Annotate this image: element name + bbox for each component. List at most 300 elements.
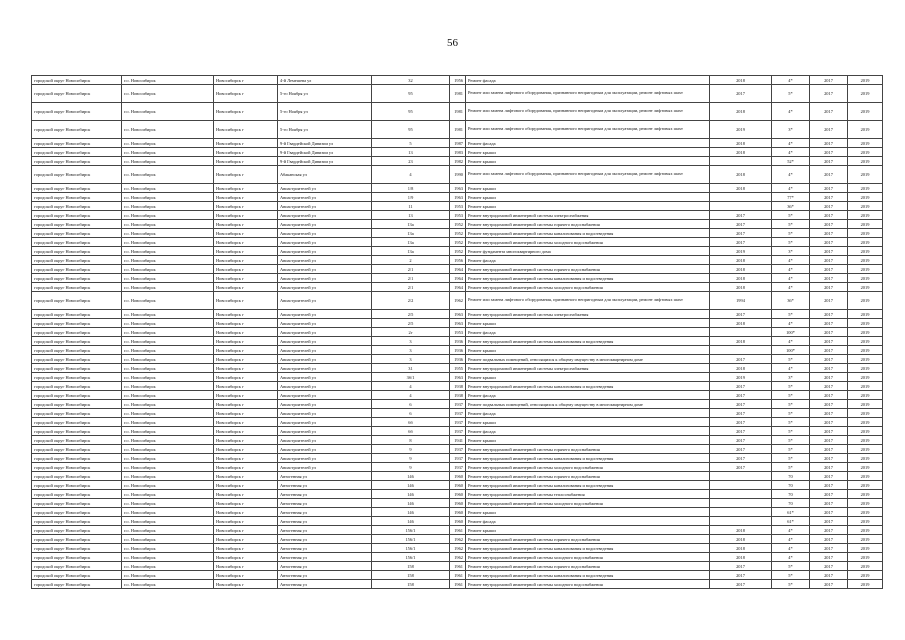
table-row: [32, 85, 883, 103]
table-row: [32, 571, 883, 580]
plan-start-cell: 2017: [810, 247, 848, 256]
house-number-cell: 9: [372, 445, 450, 454]
house-number-cell: 146: [372, 508, 450, 517]
settlement-cell: Новосибирск г: [214, 418, 278, 427]
municipality-cell: г.о. Новосибирск: [122, 481, 214, 490]
street-cell: Авиастроителей ул: [278, 382, 372, 391]
municipality-cell: г.о. Новосибирск: [122, 184, 214, 193]
municipal-district-cell: городской округ Новосибирск: [32, 337, 122, 346]
municipal-district-cell: городской округ Новосибирск: [32, 355, 122, 364]
plan-start-cell: 2017: [810, 571, 848, 580]
plan-end-cell: 2019: [848, 220, 883, 229]
build-year-cell: 1936: [450, 346, 466, 355]
street-cell: Авиастроителей ул: [278, 265, 372, 274]
plan-end-cell: 2019: [848, 85, 883, 103]
percent-cell: 4*: [772, 184, 810, 193]
percent-cell: 4*: [772, 319, 810, 328]
municipality-cell: г.о. Новосибирск: [122, 544, 214, 553]
municipal-district-cell: городской округ Новосибирск: [32, 436, 122, 445]
repair-year-cell: 2017: [710, 382, 772, 391]
municipal-district-cell: городской округ Новосибирск: [32, 544, 122, 553]
street-cell: Авиастроителей ул: [278, 247, 372, 256]
plan-end-cell: 2019: [848, 409, 883, 418]
street-cell: 5-го Ноября ул: [278, 103, 372, 121]
plan-end-cell: 2019: [848, 193, 883, 202]
street-cell: Автогенная ул: [278, 517, 372, 526]
build-year-cell: 1936: [450, 337, 466, 346]
house-number-cell: 4: [372, 391, 450, 400]
work-type-cell: Ремонт внутридомовой инженерной системы холодного водоснабжения: [466, 580, 710, 589]
settlement-cell: Новосибирск г: [214, 139, 278, 148]
municipality-cell: г.о. Новосибирск: [122, 508, 214, 517]
build-year-cell: 1962: [450, 535, 466, 544]
table-row: [32, 256, 883, 265]
plan-start-cell: 2017: [810, 400, 848, 409]
table-row: [32, 535, 883, 544]
plan-end-cell: 2019: [848, 265, 883, 274]
build-year-cell: 1938: [450, 391, 466, 400]
percent-cell: 70: [772, 472, 810, 481]
build-year-cell: 1955: [450, 364, 466, 373]
plan-end-cell: 2019: [848, 571, 883, 580]
table-row: [32, 355, 883, 364]
house-number-cell: 13а: [372, 229, 450, 238]
municipal-district-cell: городской округ Новосибирск: [32, 571, 122, 580]
plan-start-cell: 2017: [810, 490, 848, 499]
table-row: [32, 382, 883, 391]
repair-year-cell: 2018: [710, 553, 772, 562]
build-year-cell: 1964: [450, 283, 466, 292]
repair-year-cell: [710, 472, 772, 481]
house-number-cell: 2: [372, 256, 450, 265]
table-row: [32, 580, 883, 589]
percent-cell: 61*: [772, 517, 810, 526]
house-number-cell: 2/5: [372, 319, 450, 328]
plan-start-cell: 2017: [810, 445, 848, 454]
house-number-cell: 13а: [372, 238, 450, 247]
plan-start-cell: 2017: [810, 220, 848, 229]
page-number: 56: [447, 37, 458, 49]
plan-start-cell: 2017: [810, 544, 848, 553]
settlement-cell: Новосибирск г: [214, 382, 278, 391]
plan-end-cell: 2019: [848, 490, 883, 499]
work-type-cell: Ремонт фасада: [466, 139, 710, 148]
plan-start-cell: 2017: [810, 310, 848, 319]
table-row: [32, 472, 883, 481]
repair-year-cell: 2017: [710, 445, 772, 454]
house-number-cell: 4: [372, 166, 450, 184]
build-year-cell: 1982: [450, 157, 466, 166]
repair-year-cell: 2018: [710, 364, 772, 373]
table-row: [32, 202, 883, 211]
build-year-cell: 1963: [450, 319, 466, 328]
municipality-cell: г.о. Новосибирск: [122, 292, 214, 310]
street-cell: Авиастроителей ул: [278, 364, 372, 373]
municipality-cell: г.о. Новосибирск: [122, 436, 214, 445]
house-number-cell: 158: [372, 571, 450, 580]
municipality-cell: г.о. Новосибирск: [122, 229, 214, 238]
street-cell: Автогенная ул: [278, 535, 372, 544]
street-cell: 9-й Гвардейской Дивизии ул: [278, 157, 372, 166]
plan-end-cell: 2019: [848, 274, 883, 283]
percent-cell: 4*: [772, 139, 810, 148]
municipality-cell: г.о. Новосибирск: [122, 238, 214, 247]
municipality-cell: г.о. Новосибирск: [122, 472, 214, 481]
street-cell: 5-го Ноября ул: [278, 121, 372, 139]
plan-end-cell: 2019: [848, 499, 883, 508]
build-year-cell: 1937: [450, 418, 466, 427]
percent-cell: 5*: [772, 211, 810, 220]
work-type-cell: Ремонт внутридомовой инженерной системы канализования и водоотведения: [466, 481, 710, 490]
settlement-cell: Новосибирск г: [214, 535, 278, 544]
street-cell: Авиастроителей ул: [278, 373, 372, 382]
repair-year-cell: 2018: [710, 274, 772, 283]
house-number-cell: 3б/1: [372, 373, 450, 382]
work-type-cell: Ремонт крыши: [466, 193, 710, 202]
settlement-cell: Новосибирск г: [214, 553, 278, 562]
repair-year-cell: [710, 193, 772, 202]
table-row: [32, 238, 883, 247]
plan-end-cell: 2019: [848, 400, 883, 409]
work-type-cell: Ремонт внутридомовой инженерной системы канализования и водоотведения: [466, 571, 710, 580]
plan-start-cell: 2017: [810, 436, 848, 445]
municipality-cell: г.о. Новосибирск: [122, 202, 214, 211]
municipal-district-cell: городской округ Новосибирск: [32, 526, 122, 535]
table-row: [32, 220, 883, 229]
municipal-district-cell: городской округ Новосибирск: [32, 373, 122, 382]
municipal-district-cell: городской округ Новосибирск: [32, 391, 122, 400]
house-number-cell: 32: [372, 76, 450, 85]
house-number-cell: 2/5: [372, 310, 450, 319]
house-number-cell: 95: [372, 103, 450, 121]
percent-cell: 4*: [772, 148, 810, 157]
municipality-cell: г.о. Новосибирск: [122, 580, 214, 589]
percent-cell: 100*: [772, 346, 810, 355]
settlement-cell: Новосибирск г: [214, 274, 278, 283]
repair-year-cell: 2017: [710, 580, 772, 589]
repair-year-cell: 2019: [710, 247, 772, 256]
street-cell: 4-й Лемешева ул: [278, 76, 372, 85]
plan-start-cell: 2017: [810, 157, 848, 166]
percent-cell: 5*: [772, 463, 810, 472]
plan-end-cell: 2019: [848, 346, 883, 355]
house-number-cell: 146: [372, 490, 450, 499]
work-type-cell: Ремонт фасада: [466, 328, 710, 337]
settlement-cell: Новосибирск г: [214, 364, 278, 373]
plan-end-cell: 2019: [848, 508, 883, 517]
municipal-district-cell: городской округ Новосибирск: [32, 364, 122, 373]
municipality-cell: г.о. Новосибирск: [122, 382, 214, 391]
plan-end-cell: 2019: [848, 202, 883, 211]
settlement-cell: Новосибирск г: [214, 157, 278, 166]
plan-start-cell: 2017: [810, 202, 848, 211]
table-row: [32, 544, 883, 553]
municipal-district-cell: городской округ Новосибирск: [32, 202, 122, 211]
table-row: [32, 553, 883, 562]
municipal-district-cell: городской округ Новосибирск: [32, 580, 122, 589]
municipality-cell: г.о. Новосибирск: [122, 220, 214, 229]
plan-end-cell: 2019: [848, 337, 883, 346]
municipal-district-cell: городской округ Новосибирск: [32, 292, 122, 310]
build-year-cell: 1956: [450, 76, 466, 85]
municipal-district-cell: городской округ Новосибирск: [32, 256, 122, 265]
plan-start-cell: 2017: [810, 580, 848, 589]
house-number-cell: 95: [372, 121, 450, 139]
municipality-cell: г.о. Новосибирск: [122, 400, 214, 409]
work-type-cell: Ремонт внутридомовой инженерной системы горячего водоснабжения: [466, 562, 710, 571]
street-cell: Авиастроителей ул: [278, 337, 372, 346]
plan-start-cell: 2017: [810, 265, 848, 274]
settlement-cell: Новосибирск г: [214, 337, 278, 346]
plan-start-cell: 2017: [810, 211, 848, 220]
percent-cell: 5*: [772, 427, 810, 436]
percent-cell: 4*: [772, 274, 810, 283]
table-row: [32, 346, 883, 355]
plan-start-cell: 2017: [810, 517, 848, 526]
house-number-cell: 31: [372, 364, 450, 373]
municipal-district-cell: городской округ Новосибирск: [32, 427, 122, 436]
build-year-cell: 1961: [450, 580, 466, 589]
work-type-cell: Ремонт внутридомовой инженерной системы канализования и водоотведения: [466, 544, 710, 553]
percent-cell: 4*: [772, 283, 810, 292]
repair-year-cell: 2017: [710, 454, 772, 463]
plan-start-cell: 2017: [810, 454, 848, 463]
street-cell: Авиастроителей ул: [278, 328, 372, 337]
settlement-cell: Новосибирск г: [214, 319, 278, 328]
table-row: [32, 139, 883, 148]
build-year-cell: 1956: [450, 256, 466, 265]
municipal-district-cell: городской округ Новосибирск: [32, 409, 122, 418]
build-year-cell: 1941: [450, 436, 466, 445]
repair-year-cell: [710, 499, 772, 508]
plan-end-cell: 2019: [848, 238, 883, 247]
street-cell: Авиастроителей ул: [278, 220, 372, 229]
settlement-cell: Новосибирск г: [214, 121, 278, 139]
table-row: [32, 445, 883, 454]
municipal-district-cell: городской округ Новосибирск: [32, 193, 122, 202]
settlement-cell: Новосибирск г: [214, 481, 278, 490]
repair-year-cell: 2017: [710, 427, 772, 436]
plan-end-cell: 2019: [848, 328, 883, 337]
table-row: [32, 436, 883, 445]
street-cell: Авиастроителей ул: [278, 319, 372, 328]
street-cell: Авиастроителей ул: [278, 391, 372, 400]
municipality-cell: г.о. Новосибирск: [122, 193, 214, 202]
build-year-cell: 1937: [450, 445, 466, 454]
repair-year-cell: 2018: [710, 139, 772, 148]
settlement-cell: Новосибирск г: [214, 292, 278, 310]
table-row: [32, 490, 883, 499]
plan-end-cell: 2019: [848, 535, 883, 544]
plan-start-cell: 2017: [810, 148, 848, 157]
percent-cell: 5*: [772, 220, 810, 229]
municipality-cell: г.о. Новосибирск: [122, 571, 214, 580]
repair-year-cell: [710, 508, 772, 517]
build-year-cell: 1963: [450, 373, 466, 382]
work-type-cell: Ремонт или замена лифтового оборудования, признанного непригодным для эксплуатации, ремонт лифтовых шахт: [466, 85, 710, 103]
table-row: [32, 265, 883, 274]
table-row: [32, 517, 883, 526]
plan-start-cell: 2017: [810, 562, 848, 571]
build-year-cell: 1981: [450, 85, 466, 103]
municipality-cell: г.о. Новосибирск: [122, 490, 214, 499]
settlement-cell: Новосибирск г: [214, 499, 278, 508]
house-number-cell: 158: [372, 580, 450, 589]
house-number-cell: 8: [372, 436, 450, 445]
percent-cell: 5*: [772, 382, 810, 391]
plan-start-cell: 2017: [810, 139, 848, 148]
municipality-cell: г.о. Новосибирск: [122, 85, 214, 103]
municipality-cell: г.о. Новосибирск: [122, 265, 214, 274]
repair-year-cell: 2017: [710, 391, 772, 400]
municipal-district-cell: городской округ Новосибирск: [32, 382, 122, 391]
street-cell: Авиастроителей ул: [278, 445, 372, 454]
settlement-cell: Новосибирск г: [214, 346, 278, 355]
repair-year-cell: 2017: [710, 571, 772, 580]
settlement-cell: Новосибирск г: [214, 148, 278, 157]
settlement-cell: Новосибирск г: [214, 391, 278, 400]
house-number-cell: 146: [372, 481, 450, 490]
municipality-cell: г.о. Новосибирск: [122, 166, 214, 184]
house-number-cell: 2/2: [372, 292, 450, 310]
table-row: [32, 391, 883, 400]
municipal-district-cell: городской округ Новосибирск: [32, 499, 122, 508]
settlement-cell: Новосибирск г: [214, 355, 278, 364]
plan-start-cell: 2017: [810, 535, 848, 544]
street-cell: Авиастроителей ул: [278, 355, 372, 364]
repair-year-cell: 2018: [710, 337, 772, 346]
settlement-cell: Новосибирск г: [214, 328, 278, 337]
build-year-cell: 1937: [450, 400, 466, 409]
street-cell: 9-й Гвардейской Дивизии ул: [278, 139, 372, 148]
municipal-district-cell: городской округ Новосибирск: [32, 148, 122, 157]
table-row: [32, 121, 883, 139]
plan-end-cell: 2019: [848, 166, 883, 184]
municipal-district-cell: городской округ Новосибирск: [32, 490, 122, 499]
street-cell: Авиастроителей ул: [278, 229, 372, 238]
municipal-district-cell: городской округ Новосибирск: [32, 247, 122, 256]
table-row: [32, 292, 883, 310]
street-cell: Авиастроителей ул: [278, 238, 372, 247]
work-type-cell: Ремонт крыши: [466, 346, 710, 355]
build-year-cell: 1952: [450, 220, 466, 229]
build-year-cell: 1953: [450, 211, 466, 220]
settlement-cell: Новосибирск г: [214, 508, 278, 517]
work-type-cell: Ремонт крыши: [466, 418, 710, 427]
street-cell: Авиастроителей ул: [278, 202, 372, 211]
municipality-cell: г.о. Новосибирск: [122, 364, 214, 373]
repair-year-cell: 2018: [710, 535, 772, 544]
repair-year-cell: 2018: [710, 184, 772, 193]
work-type-cell: Ремонт подвальных помещений, относящихся к общему имуществу в многоквартирном доме: [466, 355, 710, 364]
house-number-cell: 2/1: [372, 265, 450, 274]
house-number-cell: 3: [372, 355, 450, 364]
plan-start-cell: 2017: [810, 391, 848, 400]
plan-end-cell: 2019: [848, 76, 883, 85]
repair-year-cell: 2017: [710, 355, 772, 364]
street-cell: Авиастроителей ул: [278, 463, 372, 472]
repair-year-cell: 2018: [710, 76, 772, 85]
plan-end-cell: 2019: [848, 310, 883, 319]
street-cell: Автогенная ул: [278, 481, 372, 490]
settlement-cell: Новосибирск г: [214, 247, 278, 256]
plan-start-cell: 2017: [810, 85, 848, 103]
work-type-cell: Ремонт внутридомовой инженерной системы электроснабжения: [466, 364, 710, 373]
house-number-cell: 146: [372, 472, 450, 481]
plan-end-cell: 2019: [848, 247, 883, 256]
municipal-district-cell: городской округ Новосибирск: [32, 319, 122, 328]
repair-year-cell: 2018: [710, 103, 772, 121]
repair-year-cell: [710, 481, 772, 490]
percent-cell: 5*: [772, 409, 810, 418]
percent-cell: 5*: [772, 85, 810, 103]
work-type-cell: Ремонт внутридомовой инженерной системы горячего водоснабжения: [466, 535, 710, 544]
percent-cell: 4*: [772, 535, 810, 544]
work-type-cell: Ремонт крыши: [466, 157, 710, 166]
municipality-cell: г.о. Новосибирск: [122, 427, 214, 436]
municipality-cell: г.о. Новосибирск: [122, 319, 214, 328]
plan-end-cell: 2019: [848, 184, 883, 193]
municipal-district-cell: городской округ Новосибирск: [32, 553, 122, 562]
build-year-cell: 1952: [450, 238, 466, 247]
table-row: [32, 481, 883, 490]
house-number-cell: 2/1: [372, 283, 450, 292]
municipality-cell: г.о. Новосибирск: [122, 247, 214, 256]
street-cell: Авиастроителей ул: [278, 193, 372, 202]
plan-end-cell: 2019: [848, 373, 883, 382]
work-type-cell: Ремонт внутридомовой инженерной системы электроснабжения: [466, 211, 710, 220]
plan-start-cell: 2017: [810, 499, 848, 508]
work-type-cell: Ремонт крыши: [466, 202, 710, 211]
percent-cell: 77*: [772, 193, 810, 202]
settlement-cell: Новосибирск г: [214, 544, 278, 553]
street-cell: Авиастроителей ул: [278, 436, 372, 445]
street-cell: Автогенная ул: [278, 526, 372, 535]
municipal-district-cell: городской округ Новосибирск: [32, 328, 122, 337]
table-row: [32, 310, 883, 319]
percent-cell: 5*: [772, 238, 810, 247]
table-row: [32, 247, 883, 256]
municipality-cell: г.о. Новосибирск: [122, 463, 214, 472]
plan-start-cell: 2017: [810, 292, 848, 310]
percent-cell: 5*: [772, 454, 810, 463]
percent-cell: 5*: [772, 391, 810, 400]
plan-start-cell: 2017: [810, 166, 848, 184]
plan-start-cell: 2017: [810, 346, 848, 355]
percent-cell: 36*: [772, 292, 810, 310]
settlement-cell: Новосибирск г: [214, 211, 278, 220]
plan-end-cell: 2019: [848, 463, 883, 472]
settlement-cell: Новосибирск г: [214, 373, 278, 382]
plan-start-cell: 2017: [810, 229, 848, 238]
work-type-cell: Ремонт внутридомовой инженерной системы горячего водоснабжения: [466, 445, 710, 454]
settlement-cell: Новосибирск г: [214, 562, 278, 571]
build-year-cell: 1990: [450, 166, 466, 184]
plan-end-cell: 2019: [848, 229, 883, 238]
municipality-cell: г.о. Новосибирск: [122, 499, 214, 508]
house-number-cell: 156/1: [372, 526, 450, 535]
plan-end-cell: 2019: [848, 526, 883, 535]
house-number-cell: 9: [372, 454, 450, 463]
build-year-cell: 1960: [450, 508, 466, 517]
work-type-cell: Ремонт фасада: [466, 76, 710, 85]
plan-end-cell: 2019: [848, 121, 883, 139]
municipality-cell: г.о. Новосибирск: [122, 553, 214, 562]
repair-year-cell: 2017: [710, 310, 772, 319]
repair-year-cell: 2017: [710, 400, 772, 409]
street-cell: Авиастроителей ул: [278, 310, 372, 319]
work-type-cell: Ремонт внутридомовой инженерной системы канализования и водоотведения: [466, 454, 710, 463]
